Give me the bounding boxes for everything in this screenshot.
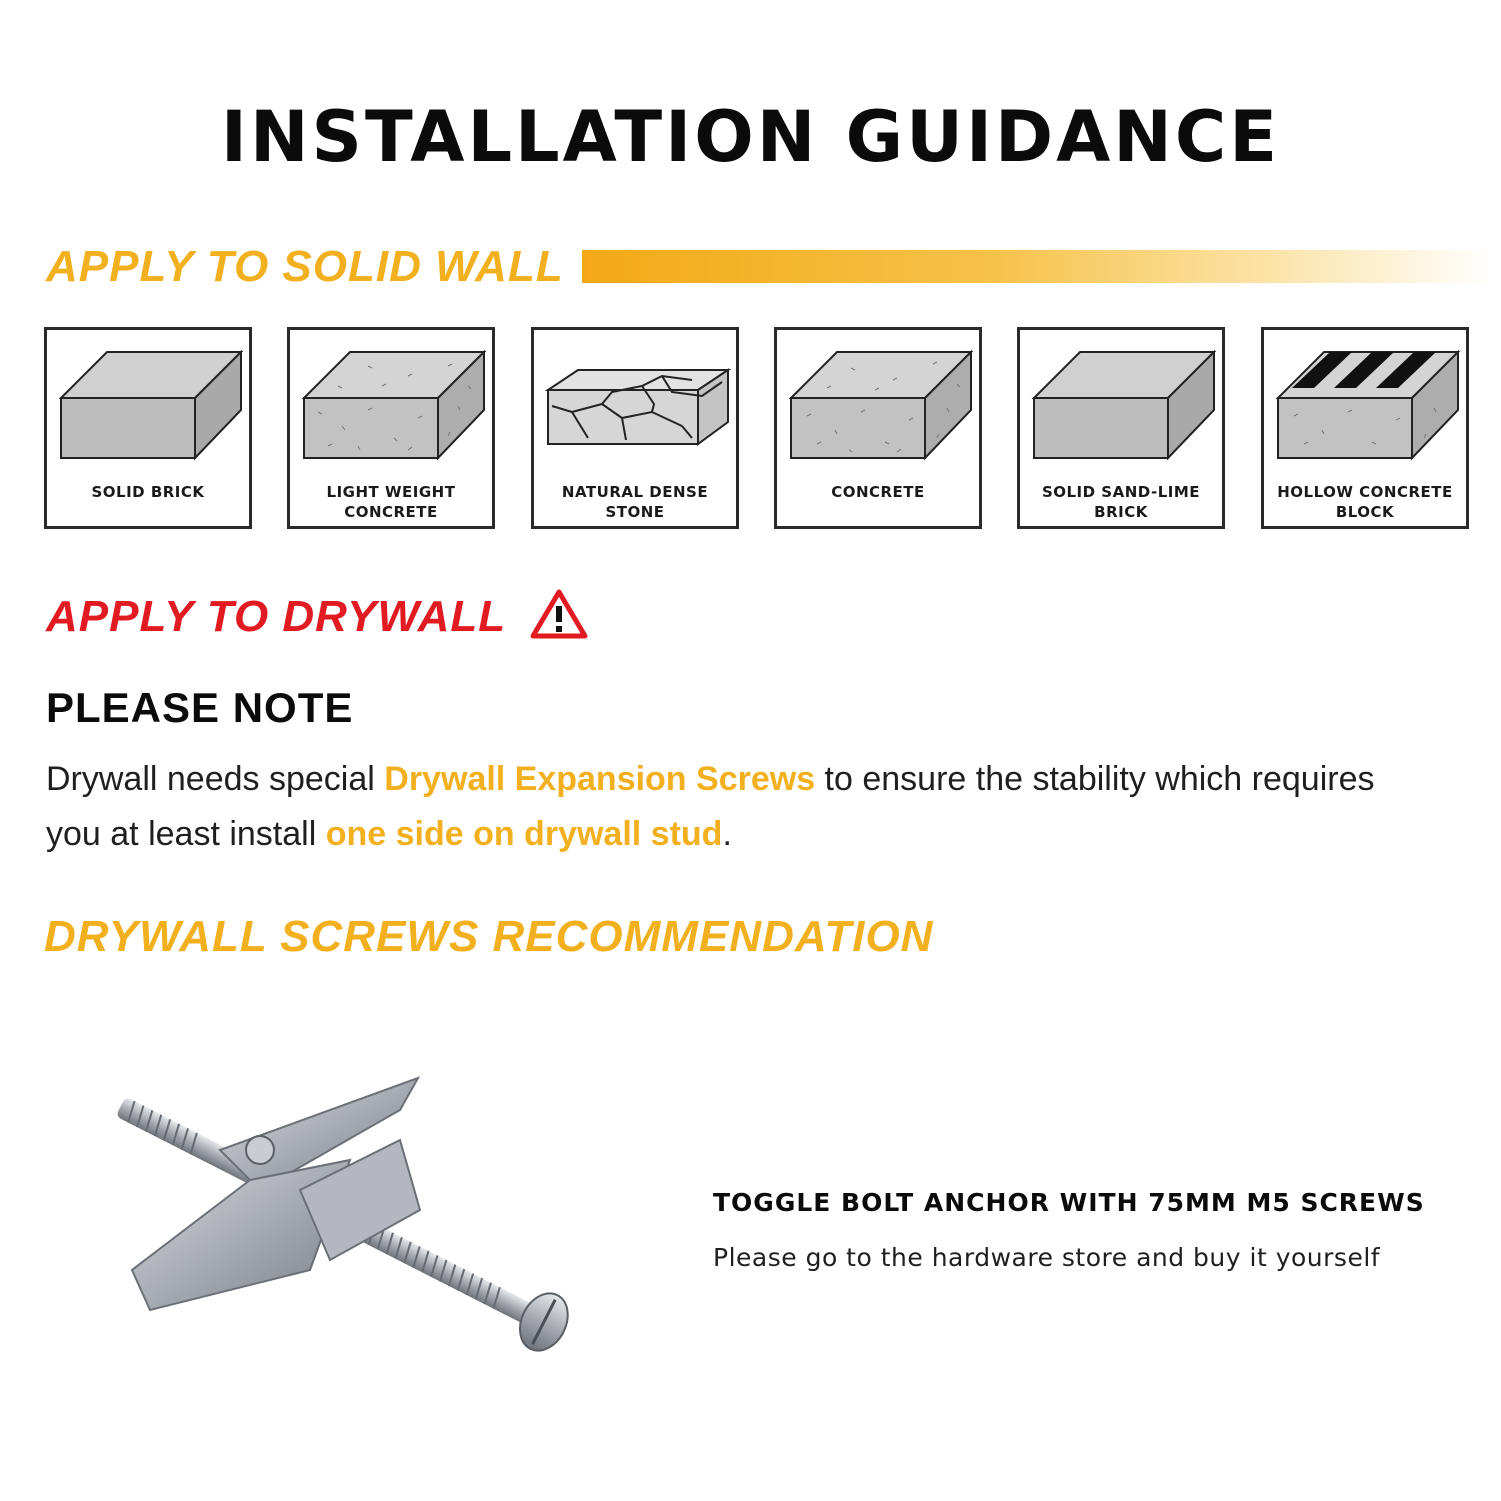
concrete-icon <box>785 346 975 466</box>
recommendation-heading: DRYWALL SCREWS RECOMMENDATION <box>44 912 934 961</box>
material-tile-solid-sand-lime-brick <box>1017 327 1225 529</box>
warning-icon <box>530 588 588 640</box>
natural-dense-stone-icon <box>542 346 732 466</box>
note-text <box>46 752 1426 862</box>
material-tile-hollow-concrete-block <box>1261 327 1469 529</box>
material-tiles <box>44 327 1470 529</box>
solid-brick-icon <box>55 346 245 466</box>
material-label: HOLLOW CONCRETE BLOCK <box>1277 483 1453 521</box>
solid-wall-divider-bar <box>582 250 1494 283</box>
note-text-part: to ensure the stability which requires you at least install <box>46 760 1375 853</box>
toggle-bolt-icon <box>100 1070 640 1370</box>
product-description: Please go to the hardware store and buy it yourself <box>713 1243 1381 1272</box>
product-title: TOGGLE BOLT ANCHOR WITH 75MM M5 SCREWS <box>713 1188 1425 1217</box>
note-title: PLEASE NOTE <box>46 684 354 731</box>
note-highlight-expansion-screws: Drywall Expansion Screws <box>384 760 816 798</box>
note-highlight-drywall-stud: one side on drywall stud <box>325 815 723 853</box>
material-label: CONCRETE <box>831 483 925 501</box>
material-tile-concrete <box>774 327 982 529</box>
material-label: NATURAL DENSE STONE <box>561 483 709 521</box>
note-text-part: Drywall needs special <box>46 760 385 798</box>
material-label: SOLID BRICK <box>91 483 205 501</box>
solid-sand-lime-brick-icon <box>1028 346 1218 466</box>
drywall-heading: APPLY TO DRYWALL <box>46 592 507 641</box>
material-tile-light-weight-concrete <box>287 327 495 529</box>
solid-wall-heading: APPLY TO SOLID WALL <box>46 242 564 291</box>
light-weight-concrete-icon <box>298 346 488 466</box>
material-label: LIGHT WEIGHT CONCRETE <box>326 483 456 521</box>
material-tile-solid-brick <box>44 327 252 529</box>
page-title: INSTALLATION GUIDANCE <box>220 96 1281 178</box>
hollow-concrete-block-icon <box>1272 346 1462 466</box>
material-label: SOLID SAND-LIME BRICK <box>1041 483 1201 521</box>
note-text-part: . <box>722 815 732 853</box>
material-tile-natural-dense-stone <box>531 327 739 529</box>
